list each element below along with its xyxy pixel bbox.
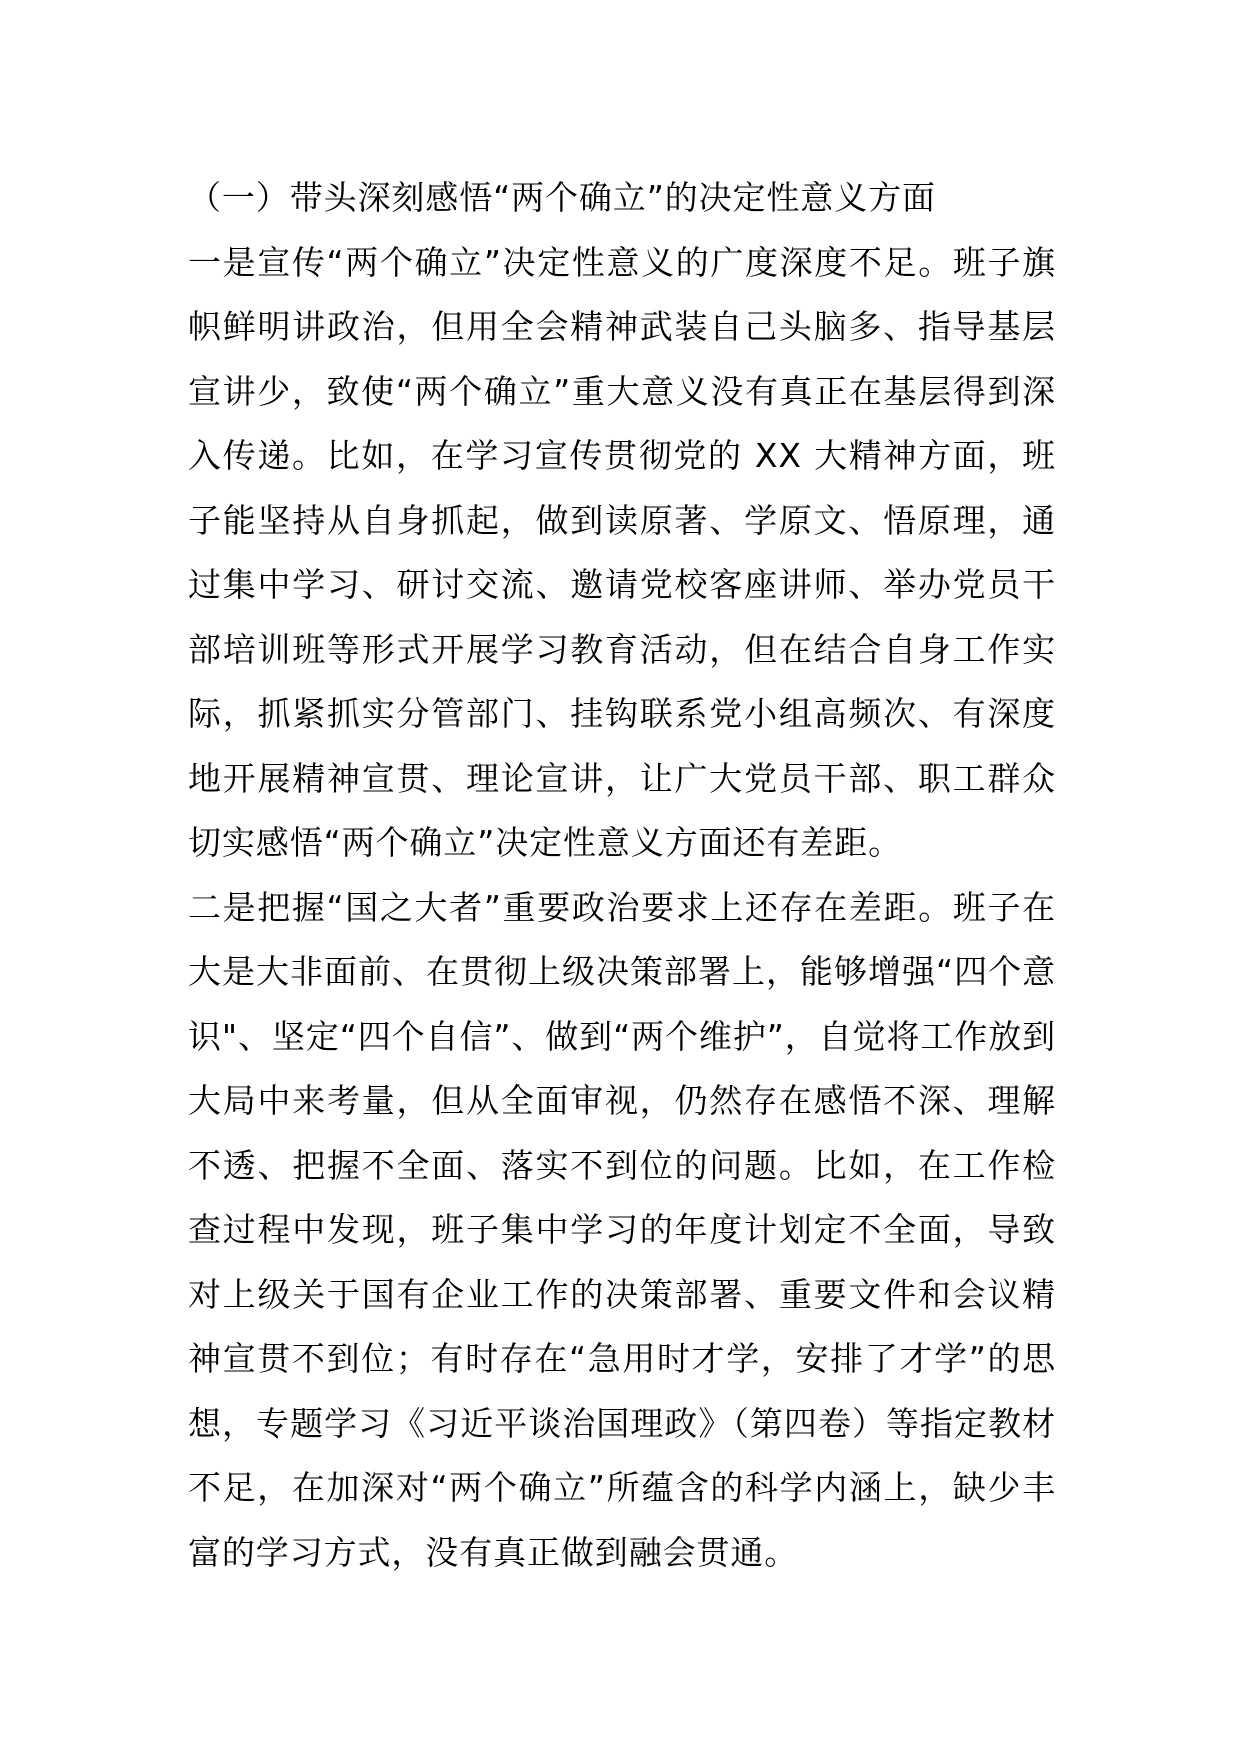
section-heading: （一）带头深刻感悟“两个确立”的决定性意义方面 [188,178,936,217]
paragraph-2: 二是把握“国之大者”重要政治要求上还存在差距。班子在大是大非面前、在贯彻上级决策部署上，能够增强“四个意识"、坚定“四个自信”、做到“两个维护”，自觉将工作放到大局中来考量，但从全面审视，仍然存在感悟不深、理解不透、把握不全面、落实不到位的问题。比如，在工作检查过程中发现，班子集中学习的年度计划定不全面，导致对上级关于国有企业工作的决策部署、重要文件和会议精神宣贯不到位；有时存在“急用时才学，安排了才学”的思想，专题学习《习近平谈治国理政》（第四卷）等指定教材不足，在加深对“两个确立”所蕴含的科学内涵上，缺少丰富的学习方式，没有真正做到融会贯通。 [188,887,1056,1572]
document-body [188,166,1056,1585]
paragraph-1: 一是宣传“两个确立”决定性意义的广度深度不足。班子旗帜鲜明讲政治，但用全会精神武装自己头脑多、指导基层宣讲少，致使“两个确立”重大意义没有真正在基层得到深入传递。比如，在学习宣传贯彻党的 XX 大精神方面，班子能坚持从自身抓起，做到读原著、学原文、悟原理，通过集中学习、研讨交流、邀请党校客座讲师、举办党员干部培训班等形式开展学习教育活动，但在结合自身工作实际，抓紧抓实分管部门、挂钩联系党小组高频次、有深度地开展精神宣贯、理论宣讲，让广大党员干部、职工群众切实感悟“两个确立”决定性意义方面还有差距。 [188,242,1056,862]
